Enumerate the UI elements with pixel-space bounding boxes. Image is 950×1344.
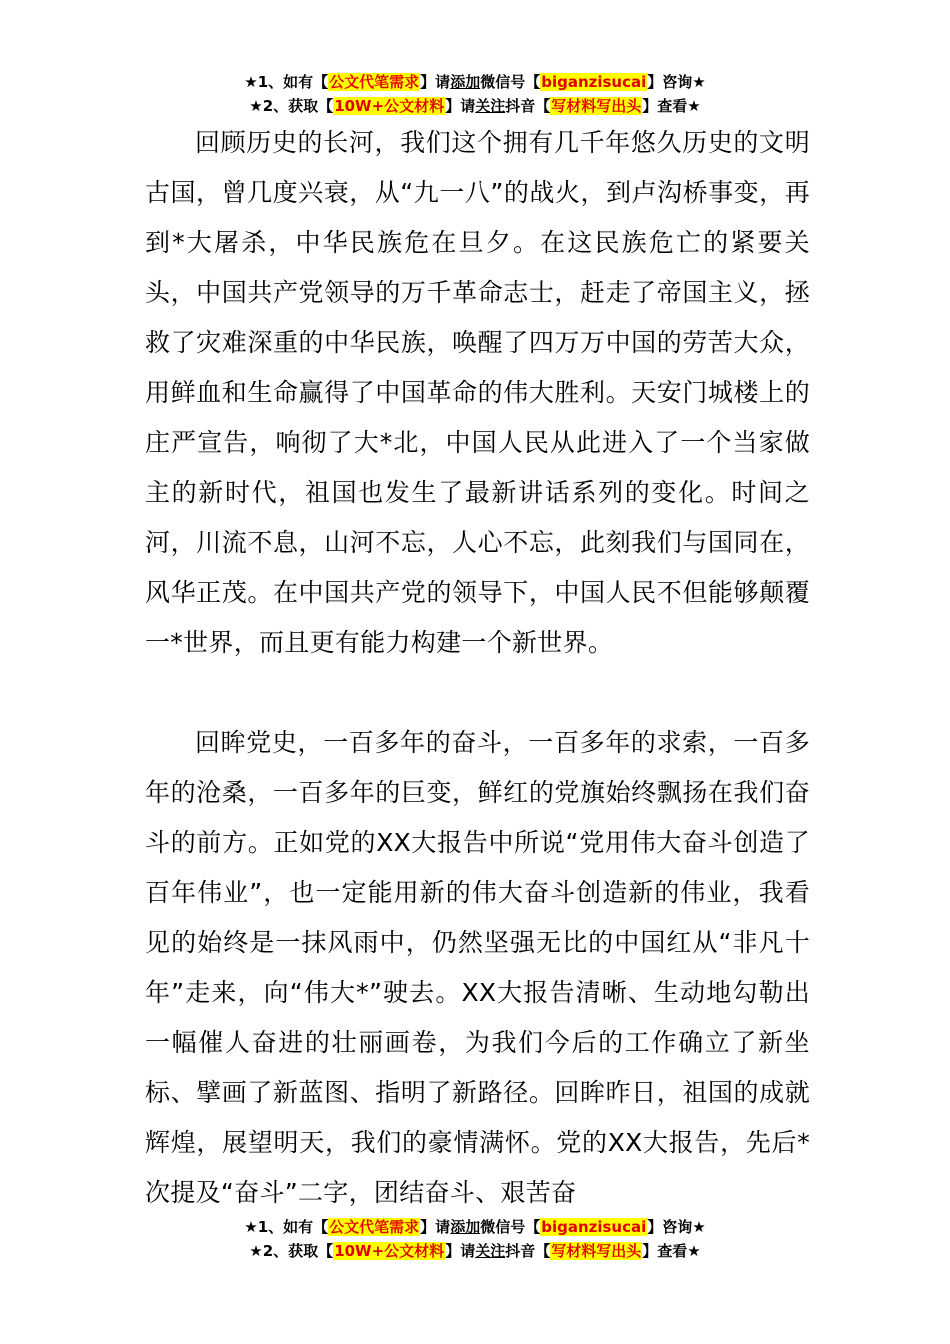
banner-highlight: 公文代笔需求 bbox=[329, 73, 420, 91]
banner-text: 】请 bbox=[420, 1218, 451, 1236]
banner-text: 微信号【 bbox=[480, 1218, 541, 1236]
article-body bbox=[145, 118, 810, 1218]
footer-banner bbox=[0, 1216, 950, 1264]
header-banner bbox=[0, 71, 950, 119]
banner-line-2 bbox=[0, 95, 950, 119]
banner-text: 】咨询★ bbox=[647, 1218, 706, 1236]
banner-highlight: 写材料写出头 bbox=[551, 1242, 642, 1260]
banner-text: ★1、如有【 bbox=[244, 73, 329, 91]
banner-underline: 关注 bbox=[475, 97, 506, 115]
banner-underline: 关注 bbox=[475, 1242, 506, 1260]
banner-highlight: biganzisucai bbox=[541, 1218, 647, 1236]
banner-text: ★2、获取【 bbox=[249, 97, 334, 115]
banner-text: ★1、如有【 bbox=[244, 1218, 329, 1236]
banner-text: ★2、获取【 bbox=[249, 1242, 334, 1260]
banner-highlight: biganzisucai bbox=[541, 73, 647, 91]
banner-text: 】请 bbox=[445, 97, 476, 115]
paragraph: 回眸党史，一百多年的奋斗，一百多年的求索，一百多年的沧桑，一百多年的巨变，鲜红的党旗始终飘扬在我们奋斗的前方。正如党的XX大报告中所说“党用伟大奋斗创造了百年伟业”，也一定能用新的伟大奋斗创造新的伟业，我看见的始终是一抹风雨中，仍然坚强无比的中国红从“非凡十年”走来，向“伟大*”驶去。XX大报告清晰、生动地勾勒出一幅催人奋进的壮丽画卷，为我们今后的工作确立了新坐标、擘画了新蓝图、指明了新路径。回眸昨日，祖国的成就辉煌，展望明天，我们的豪情满怀。党的XX大报告，先后*次提及“奋斗”二字，团结奋斗、艰苦奋 bbox=[145, 728, 810, 1207]
banner-text: 】请 bbox=[420, 73, 451, 91]
banner-underline: 添加 bbox=[450, 1218, 481, 1236]
banner-line-1 bbox=[0, 71, 950, 95]
banner-line-1 bbox=[0, 1216, 950, 1240]
banner-line-2 bbox=[0, 1240, 950, 1264]
banner-text: 微信号【 bbox=[480, 73, 541, 91]
paragraph: 回顾历史的长河，我们这个拥有几千年悠久历史的文明古国，曾几度兴衰，从“九一八”的战火，到卢沟桥事变，再到*大屠杀，中华民族危在旦夕。在这民族危亡的紧要关头，中国共产党领导的万千革命志士，赶走了帝国主义，拯救了灾难深重的中华民族，唤醒了四万万中国的劳苦大众，用鲜血和生命赢得了中国革命的伟大胜利。天安门城楼上的庄严宣告，响彻了大*北，中国人民从此进入了一个当家做主的新时代，祖国也发生了最新讲话系列的变化。时间之河，川流不息，山河不忘，人心不忘，此刻我们与国同在，风华正茂。在中国共产党的领导下，中国人民不但能够颠覆一*世界，而且更有能力构建一个新世界。 bbox=[145, 128, 810, 657]
banner-text: 】查看★ bbox=[642, 97, 701, 115]
banner-text: 抖音【 bbox=[505, 1242, 551, 1260]
banner-highlight: 写材料写出头 bbox=[551, 97, 642, 115]
banner-text: 抖音【 bbox=[505, 97, 551, 115]
banner-highlight: 10W+公文材料 bbox=[334, 1242, 445, 1260]
banner-text: 】查看★ bbox=[642, 1242, 701, 1260]
banner-highlight: 公文代笔需求 bbox=[329, 1218, 420, 1236]
banner-text: 】咨询★ bbox=[647, 73, 706, 91]
banner-highlight: 10W+公文材料 bbox=[334, 97, 445, 115]
banner-underline: 添加 bbox=[450, 73, 481, 91]
banner-text: 】请 bbox=[445, 1242, 476, 1260]
